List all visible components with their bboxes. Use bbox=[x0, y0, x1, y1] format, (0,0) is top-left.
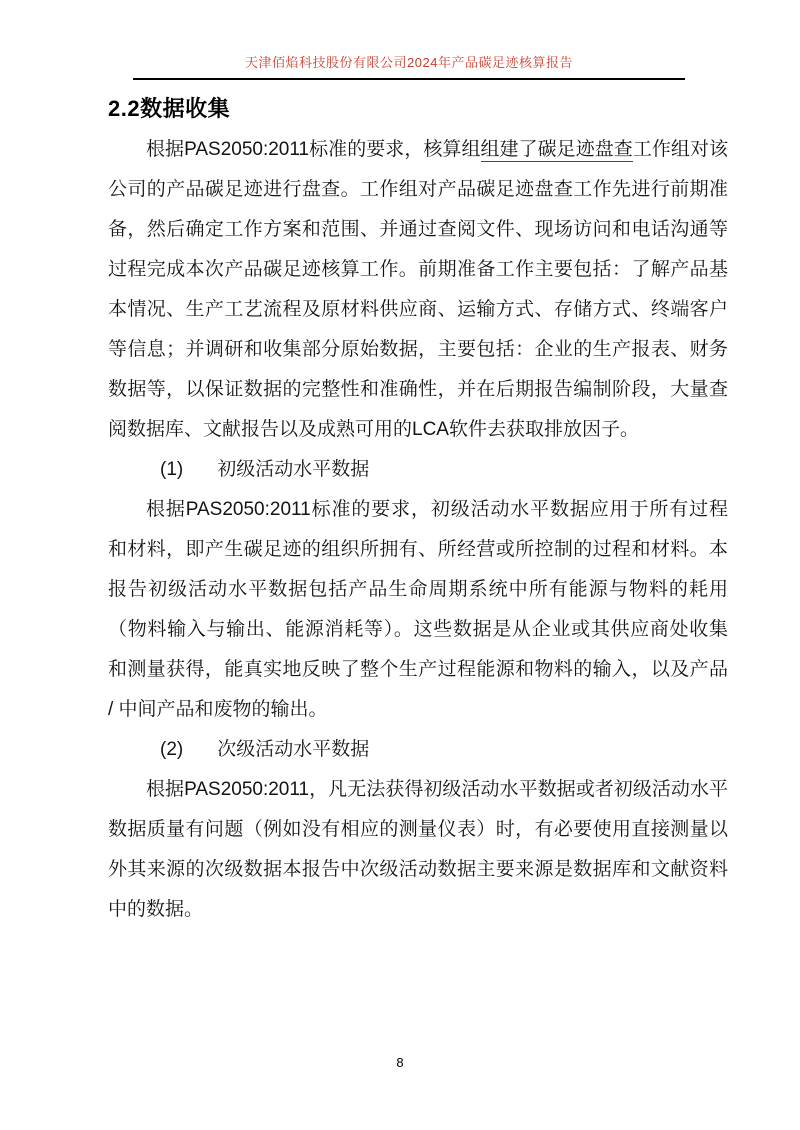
item-marker: (2) bbox=[160, 739, 184, 760]
text-line: 根据PAS2050:2011标准的要求，初级活动水平数据应用于所有过程 bbox=[146, 499, 728, 520]
paragraph bbox=[108, 770, 728, 930]
content bbox=[108, 130, 728, 930]
text-line: （物料输入与输出、能源消耗等）。这些数据是从企业或其供应商处收集 bbox=[108, 619, 728, 640]
text-line: 和材料，即产生碳足迹的组织所拥有、所经营或所控制的过程和材料。本 bbox=[108, 539, 728, 560]
text-line: 数据等，以保证数据的完整性和准确性，并在后期报告编制阶段，大量查 bbox=[108, 379, 728, 400]
text-line: 根据PAS2050:2011，凡无法获得初级活动水平数据或者初级活动水平 bbox=[146, 779, 728, 800]
item-label: 初级活动水平数据 bbox=[217, 459, 370, 480]
item-marker: (1) bbox=[160, 459, 184, 480]
text-line: 过程完成本次产品碳足迹核算工作。前期准备工作主要包括：了解产品基 bbox=[108, 259, 728, 280]
text-line: 外其来源的次级数据本报告中次级活动数据主要来源是数据库和文献资料 bbox=[108, 859, 728, 880]
text-line: 公司的产品碳足迹进行盘查。工作组对产品碳足迹盘查工作先进行前期准 bbox=[108, 179, 728, 200]
text-line: 阅数据库、文献报告以及成熟可用的LCA软件去获取排放因子。 bbox=[108, 419, 639, 440]
proofing-underline: 组建了碳足迹盘查 bbox=[480, 139, 633, 160]
page-number: 8 bbox=[396, 1055, 404, 1070]
text-line: 等信息；并调研和收集部分原始数据，主要包括：企业的生产报表、财务 bbox=[108, 339, 728, 360]
text-line: / 中间产品和废物的输出。 bbox=[108, 699, 328, 720]
text-line: 报告初级活动水平数据包括产品生命周期系统中所有能源与物料的耗用 bbox=[108, 579, 728, 600]
paragraph bbox=[108, 490, 728, 730]
running-header bbox=[133, 52, 685, 80]
section-heading: 2.2数据收集 bbox=[108, 96, 231, 121]
text-line: 中的数据。 bbox=[108, 899, 204, 920]
running-header-title: 天津佰焰科技股份有限公司2024年产品碳足迹核算报告 bbox=[245, 55, 573, 70]
numbered-item-heading bbox=[108, 730, 728, 770]
text-line: 备，然后确定工作方案和范围、并通过查阅文件、现场访问和电话沟通等 bbox=[108, 219, 728, 240]
text-line: 数据质量有问题（例如没有相应的测量仪表）时，有必要使用直接测量以 bbox=[108, 819, 728, 840]
numbered-item-heading bbox=[108, 450, 728, 490]
text-line: 和测量获得，能真实地反映了整个生产过程能源和物料的输入，以及产品 bbox=[108, 659, 728, 680]
text-line: 根据PAS2050:2011标准的要求，核算组组建了碳足迹盘查工作组对该 bbox=[146, 139, 728, 160]
paragraph bbox=[108, 130, 728, 450]
text-line: 本情况、生产工艺流程及原材料供应商、运输方式、存储方式、终端客户 bbox=[108, 299, 728, 320]
item-label: 次级活动水平数据 bbox=[217, 739, 370, 760]
